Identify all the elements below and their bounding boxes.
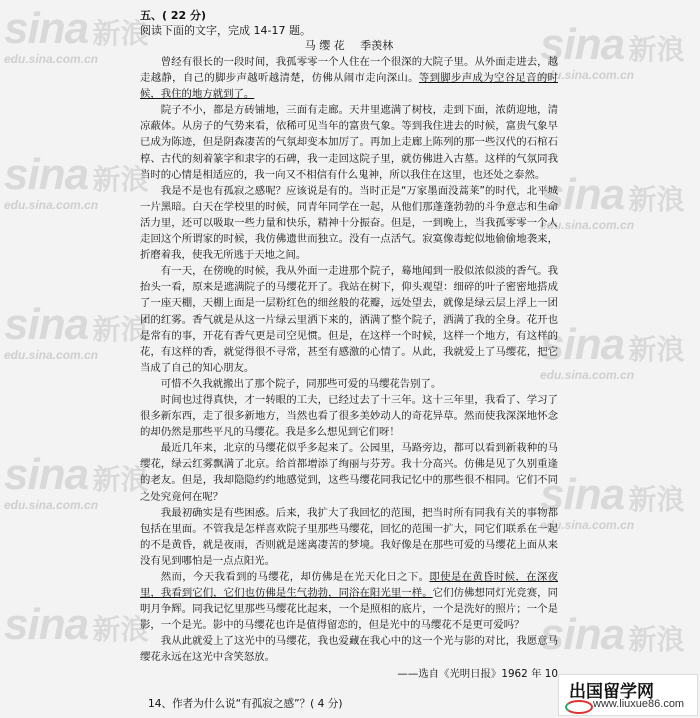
watermark: sina 新浪 edu.sina.com.cn — [4, 150, 149, 212]
paragraph: 时间也过得真快，才一转眼的工夫，已经过去了十三年。这十三年里，我看了、学习了很多新东西，走了很多新地方，当然也看了很多美妙动人的奇花异草。然而使我深深地怀念的却仍然是那些平凡的马缨花。我是多么想见到它们呀！ — [140, 393, 558, 439]
watermark: sina 新浪 edu.sina.com.cn — [540, 320, 685, 382]
section-number: 五、( 22 分) — [140, 9, 207, 22]
paragraph: 院子不小，都是方砖铺地，三面有走廊。天井里遮满了树枝，走到下面，浓荫迎地，清凉蔽体。从房子的气势来看，依稀可见当年的富贵气象。等到我住进去的时候，富贵气象早已成为陈迹，但是阴森凄苦的气氛却变本加厉了。再加上走廊上陈列的那一些汉代的石棺石椁、古代的刻着篆字和隶字的石碑，我一走回这院子里，就仿佛进入古墓。这样的气氛同我当时的心情是相适应的，我一向又不相信有什么鬼神，所以我住在这里，也还处之泰然。 — [140, 104, 558, 181]
watermark: sina 新浪 edu.sina.com.cn — [540, 170, 685, 232]
watermark: sina 新浪 edu.sina.com.cn — [540, 470, 685, 532]
paragraph: 可惜不久我就搬出了那个院子，同那些可爱的马缨花告别了。 — [160, 377, 442, 390]
underlined-text: 等到脚步声成为空谷足音的时候，我住的地方就到了。 — [140, 72, 558, 101]
article-title: 马 缨 花 — [304, 39, 345, 52]
watermark: sina 新浪 — [4, 600, 149, 649]
paragraph: 我是不是也有孤寂之感呢？应该说是有的。当时正是“万家墨面没蒿莱”的时代，北平城一片黑暗。白天在学校里的时候，同青年同学在一起，从他们那蓬蓬勃勃的斗争意志和生命活力里，还可以吸取一些力量和快乐，精神十分振奋。但是，一到晚上，当我孤零零一个人走回这个所谓家的时候，我仿佛遗世而独立。没有一点活气。寂寞像毒蛇似地偷偷地袭来，折磨着我，使我无所逃于天地之间。 — [140, 184, 558, 262]
paragraph: 最近几年来，北京的马缨花似乎多起来了。公园里，马路旁边，都可以看到新栽种的马缨花，绿云红雾飘满了北京。给首都增添了绚丽与芬芳。我十分高兴。仿佛是见了久别重逢的老友。但是，我却隐隐约约地感觉到，这些马缨花同我记忆中的那些很不相同。它们不同之处究竟何在呢？ — [140, 442, 558, 503]
source-citation: ——选自《光明日报》1962 年 10 — [397, 667, 558, 680]
globe-icon — [565, 700, 593, 714]
paragraph: 有一天，在傍晚的时候，我从外面一走进那个院子，蓦地闻到一股似浓似淡的香气。我抬头一看，原来是遮满院子的马缨花开了。我站在树下，仰头观望：细碎的叶子密密地搭成了一座天棚，天棚上面是一层粉红色的细丝般的花瓣，远处望去，就像是绿云层上浮上一团团的红雾。香气就是从这一片绿云里洒下来的，洒满了整个院子，洒满了我的全身。花开也是常有的事，开花有香气更是司空见惯。但是，在这样一个时候，这样一个地方，有这样的花，有这样的香，就觉得很不寻常，甚至有感激的心情了。从此，我就爱上了马缨花，把它当成了自己的知心朋友。 — [140, 265, 558, 374]
article-body — [140, 8, 558, 682]
site-logo[interactable] — [558, 674, 698, 716]
paragraph: 我最初确实是有些困惑。后来，我扩大了我回忆的范围，把当时所有同我有关的事物都包括在里面。不管我是怎样喜欢院子里那些马缨花，回忆的范围一扩大，同它们联系在一起的不是黄昏，就是夜雨，否则就是迷离凄苦的梦境。我好像是在那些可爱的马缨花上面从来没有见到哪怕是一点点阳光。 — [140, 506, 558, 567]
site-url: www.liuxue86.com — [593, 698, 685, 710]
site-name: 出国留学网 — [569, 682, 654, 702]
underlined-text: 即使是在黄昏时候，在深夜里，我看到它们，它们也仿佛是生气勃勃，同浴在阳光里一样。 — [140, 571, 559, 600]
paragraph: 我从此就爱上了这光中的马缨花，我也爱藏在我心中的这一个光与影的对比，我愿意马缨花永远在这光中含笑怒放。 — [140, 635, 558, 664]
paragraph: 然而，今天我看到的马缨花，却仿佛是在光天化日之下。即使是在黄昏时候，在深夜里，我看到它们，它们也仿佛是生气勃勃，同浴在阳光里一样。它们仿佛想同灯光竞赛，同明月争辉。同我记忆里那些马缨花比起来，一个是照相的底片，一个是洗好的照片；一个是影，一个是光。影中的马缨花也许是值得留恋的，但是光中的马缨花不是更可爱吗？ — [140, 571, 559, 632]
watermark: sina 新浪 edu.sina.com.cn — [4, 4, 149, 66]
instruction: 阅读下面的文字，完成 14-17 题。 — [140, 24, 311, 37]
watermark: sina 新浪 edu.sina.com.cn — [4, 450, 149, 512]
watermark: sina 新浪 edu.sina.com.cn — [4, 300, 149, 362]
article-title-line — [140, 38, 558, 54]
watermark: sina 新浪 — [540, 610, 685, 659]
section-header — [140, 8, 558, 38]
watermark: sina 新浪 edu.sina.com.cn — [540, 20, 685, 82]
paragraph: 曾经有很长的一段时间，我孤零零一个人住在一个很深的大院子里。从外面走进去，越走越静，自己的脚步声越听越清楚，仿佛从闹市走向深山。等到脚步声成为空谷足音的时候，我住的地方就到了。 — [140, 56, 558, 101]
article-author: 季羡林 — [360, 39, 394, 52]
question-14: 14、作者为什么说“有孤寂之感”？( 4 分) — [148, 698, 343, 710]
